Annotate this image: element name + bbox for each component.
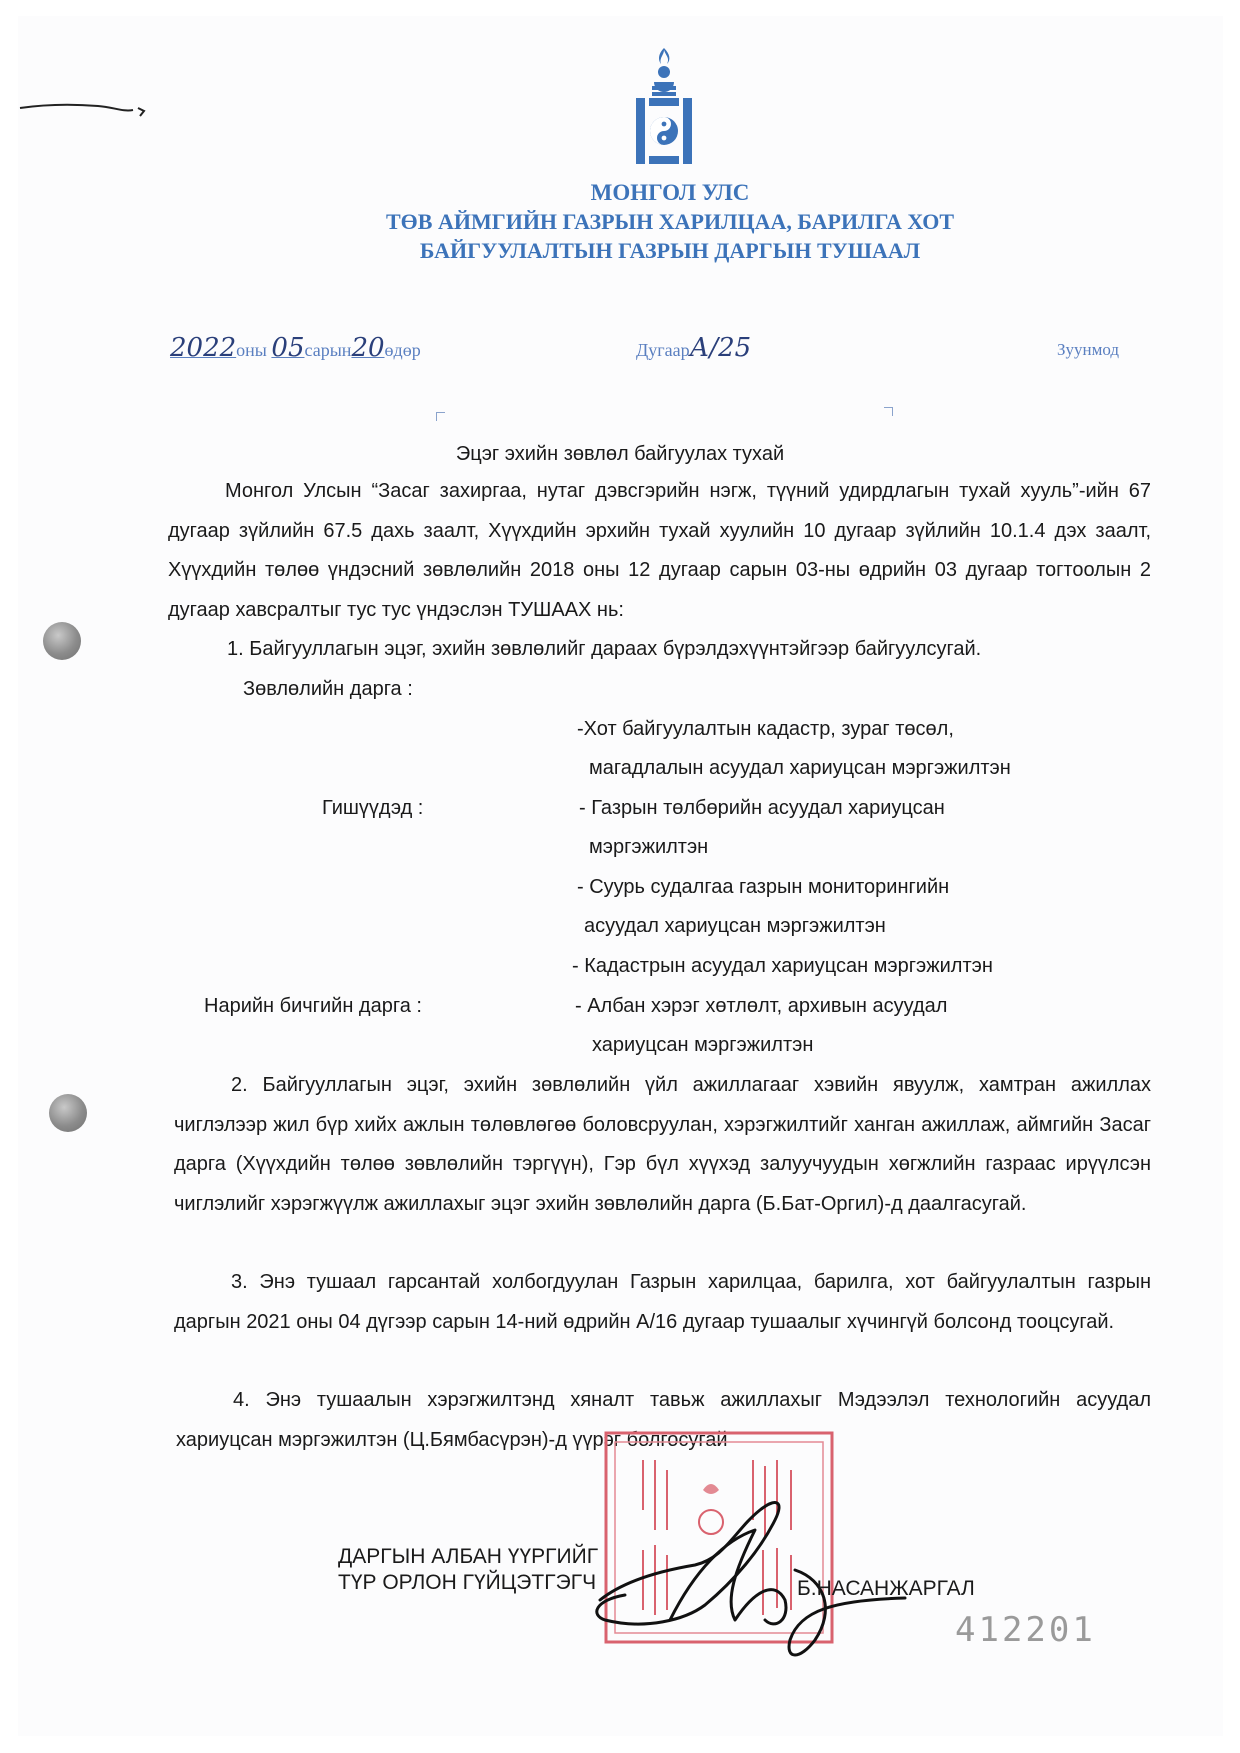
document-place: Зуунмод: [1057, 340, 1120, 359]
header-agency: ТӨВ АЙМГИЙН ГАЗРЫН ХАРИЛЦАА, БАРИЛГА ХОТ: [385, 209, 954, 234]
signatory-name: Б.НАСАНЖАРГАЛ: [797, 1577, 975, 1600]
council-line: хариуцсан мэргэжилтэн: [592, 1034, 814, 1056]
item-2: 2. Байгууллагын эцэг, эхийн зөвлөлийн үйл ажиллагааг хэвийн явуулж, хамтран ажиллах чиглэлээр жил бүр хийх ажлын төлөвлөгөө боловсруулан, хэрэгжилтийг ханган ажиллаж, аймгийн Засаг дарга (Хүүхдийн төлөө зөвлөлийн тэргүүн), Гэр бүл хүүхэд залуучуудын хөгжлийн газраас ирүүлсэн чиглэлийг хэрэгжүүлж ажиллахыг эцэг эхийн зөвлөлийн дарга (Б.Бат-Оргил)-д даалгасугай.: [174, 1074, 1151, 1215]
date-year: 2022: [170, 333, 237, 363]
punch-hole-bottom: [49, 1094, 87, 1132]
title-corner-right: [884, 407, 893, 416]
date-month-label: сарын: [304, 340, 352, 360]
council-chair-label: Зөвлөлийн дарга :: [243, 678, 413, 700]
date-year-label: оны: [236, 340, 267, 360]
signatory-title: [338, 1544, 598, 1596]
item-4: 4. Энэ тушаалын хэрэгжилтэнд хяналт тавьж ажиллахыг Мэдээлэл технологийн асуудал хариуцсан мэргэжилтэн (Ц.Бямбасүрэн)-д үүрэг болгосугай: [176, 1389, 1151, 1451]
signatory-title-line1: ДАРГЫН АЛБАН ҮҮРГИЙГ: [338, 1545, 599, 1568]
council-line: - Кадастрын асуудал хариуцсан мэргэжилтэн: [572, 955, 993, 977]
council-line: - Албан хэрэг хөтлөлт, архивын асуудал: [575, 995, 948, 1017]
header-order-type: БАЙГУУЛАЛТЫН ГАЗРЫН ДАРГЫН ТУШААЛ: [419, 238, 921, 263]
number-value: А/25: [689, 333, 752, 363]
council-line: мэргэжилтэн: [589, 836, 709, 858]
margin-pen-mark: [18, 98, 148, 128]
soyombo-emblem-icon: [628, 46, 700, 174]
handwritten-signature: [585, 1470, 915, 1670]
punch-hole-top: [43, 622, 81, 660]
document-header: [250, 178, 1090, 265]
title-corner-left: [436, 412, 445, 421]
council-secretary-label: Нарийн бичгийн дарга :: [204, 995, 422, 1017]
council-line: асуудал хариуцсан мэргэжилтэн: [584, 915, 886, 937]
document-number: [636, 333, 751, 363]
signatory-title-line2: ТҮР ОРЛОН ГҮЙЦЭТГЭГЧ: [338, 1571, 597, 1594]
date-month: 05: [271, 333, 305, 363]
document-date: [170, 333, 421, 363]
date-day-label: өдөр: [384, 340, 421, 360]
header-country: МОНГОЛ УЛС: [590, 180, 750, 205]
date-day: 20: [351, 333, 385, 363]
council-line: - Суурь судалгаа газрын мониторингийн: [577, 876, 950, 898]
document-serial-number: 412201: [955, 1610, 1096, 1650]
council-line: магадлалын асуудал хариуцсан мэргэжилтэн: [589, 757, 1011, 779]
council-line: -Хот байгуулалтын кадастр, зураг төсөл,: [577, 718, 954, 740]
item-1: 1. Байгууллагын эцэг, эхийн зөвлөлийг дараах бүрэлдэхүүнтэйгээр байгуулсугай.: [227, 638, 982, 660]
council-members-label: Гишүүдэд :: [322, 797, 424, 819]
preamble-paragraph: Монгол Улсын “Засаг захиргаа, нутаг дэвсгэрийн нэгж, түүний удирдлагын тухай хууль”-ийн 67 дугаар зүйлийн 67.5 дахь заалт, Хүүхдийн эрхийн тухай хуулийн 10 дугаар зүйлийн 10.1.4 дэх заалт, Хүүхдийн төлөө үндэсний зөвлөлийн 2018 оны 12 дугаар сарын 03-ны өдрийн 03 дугаар тогтоолын 2 дугаар хавсралтыг тус тус үндэслэн ТУШААХ нь:: [168, 480, 1151, 621]
item-3: 3. Энэ тушаал гарсантай холбогдуулан Газрын харилцаа, барилга, хот байгуулалтын газрын даргын 2021 оны 04 дүгээр сарын 14-ний өдрийн А/16 дугаар тушаалыг хүчингүй болсонд тооцсугай.: [174, 1271, 1151, 1333]
number-label: Дугаар: [636, 340, 690, 360]
order-title: Эцэг эхийн зөвлөл байгуулах тухай: [455, 443, 785, 465]
council-line: - Газрын төлбөрийн асуудал хариуцсан: [579, 797, 945, 819]
